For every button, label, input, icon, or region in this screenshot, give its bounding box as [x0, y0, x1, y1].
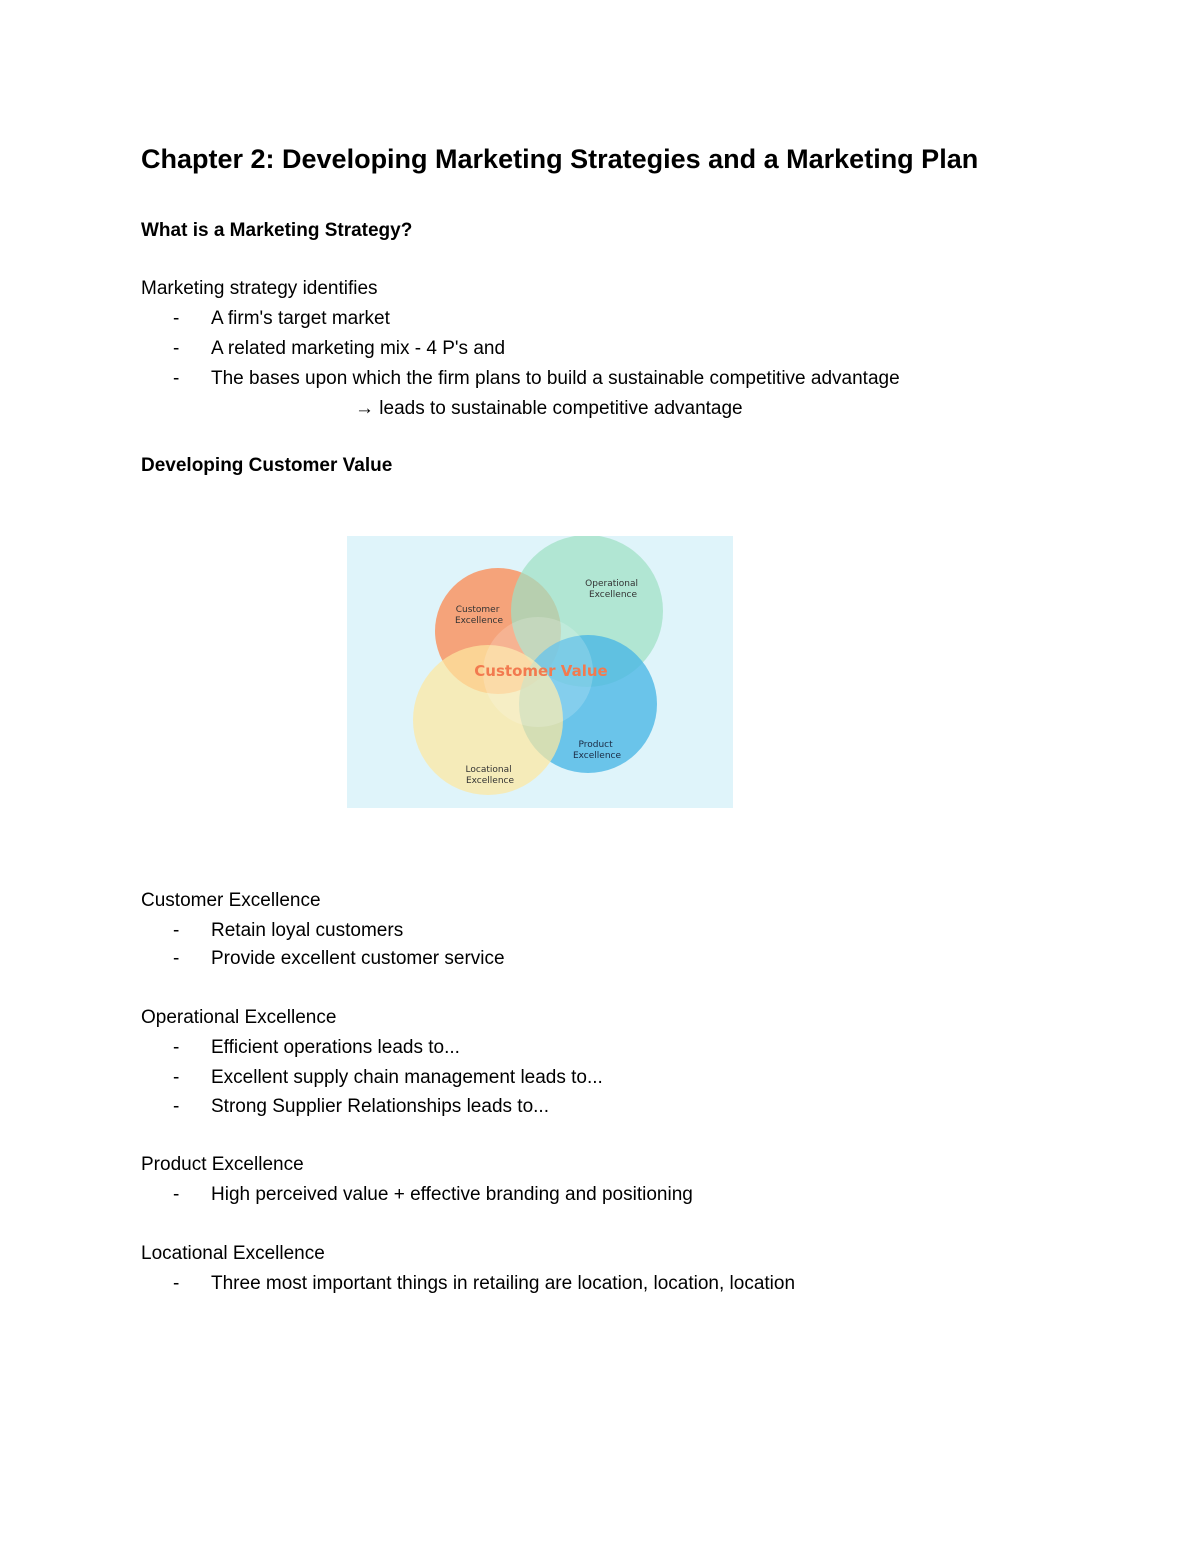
group-heading-product-excellence: Product Excellence [141, 1154, 304, 1175]
venn-center-label: Customer Value [474, 662, 608, 680]
group-heading-locational-excellence: Locational Excellence [141, 1243, 325, 1264]
bullet-dash: - [173, 308, 180, 329]
list-item: Three most important things in retailing are location, location, location [211, 1273, 796, 1294]
intro-text: Marketing strategy identifies [141, 278, 378, 299]
list-item: A firm's target market [211, 308, 390, 329]
arrow-note: → leads to sustainable competitive advantage [355, 398, 743, 419]
list-item: The bases upon which the firm plans to build a sustainable competitive advantage [211, 368, 900, 389]
bullet-dash: - [173, 948, 180, 969]
venn-label-operational-excellence: Operational Excellence [585, 579, 638, 600]
group-heading-operational-excellence: Operational Excellence [141, 1007, 337, 1028]
list-item: Retain loyal customers [211, 920, 404, 941]
bullet-dash: - [173, 920, 180, 941]
venn-label-customer-excellence: Customer Excellence [454, 605, 504, 626]
list-item: Excellent supply chain management leads to... [211, 1067, 603, 1088]
customer-value-venn-diagram [347, 536, 733, 808]
bullet-dash: - [173, 1067, 180, 1088]
bullet-dash: - [173, 368, 180, 389]
section-heading-marketing-strategy: What is a Marketing Strategy? [141, 220, 413, 241]
bullet-dash: - [173, 1096, 180, 1117]
venn-label-product-excellence: Product Excellence [572, 740, 622, 761]
bullet-dash: - [173, 338, 180, 359]
list-item: High perceived value + effective branding and positioning [211, 1184, 693, 1205]
section-heading-customer-value: Developing Customer Value [141, 455, 393, 476]
page-title: Chapter 2: Developing Marketing Strategies and a Marketing Plan [141, 144, 979, 174]
list-item: Efficient operations leads to... [211, 1037, 460, 1058]
bullet-dash: - [173, 1184, 180, 1205]
list-item: Strong Supplier Relationships leads to... [211, 1096, 549, 1117]
venn-label-locational-excellence: Locational Excellence [465, 765, 515, 786]
list-item: A related marketing mix - 4 P's and [211, 338, 506, 359]
bullet-dash: - [173, 1273, 180, 1294]
list-item: Provide excellent customer service [211, 948, 505, 969]
venn-svg [347, 536, 733, 808]
bullet-dash: - [173, 1037, 180, 1058]
group-heading-customer-excellence: Customer Excellence [141, 890, 321, 911]
